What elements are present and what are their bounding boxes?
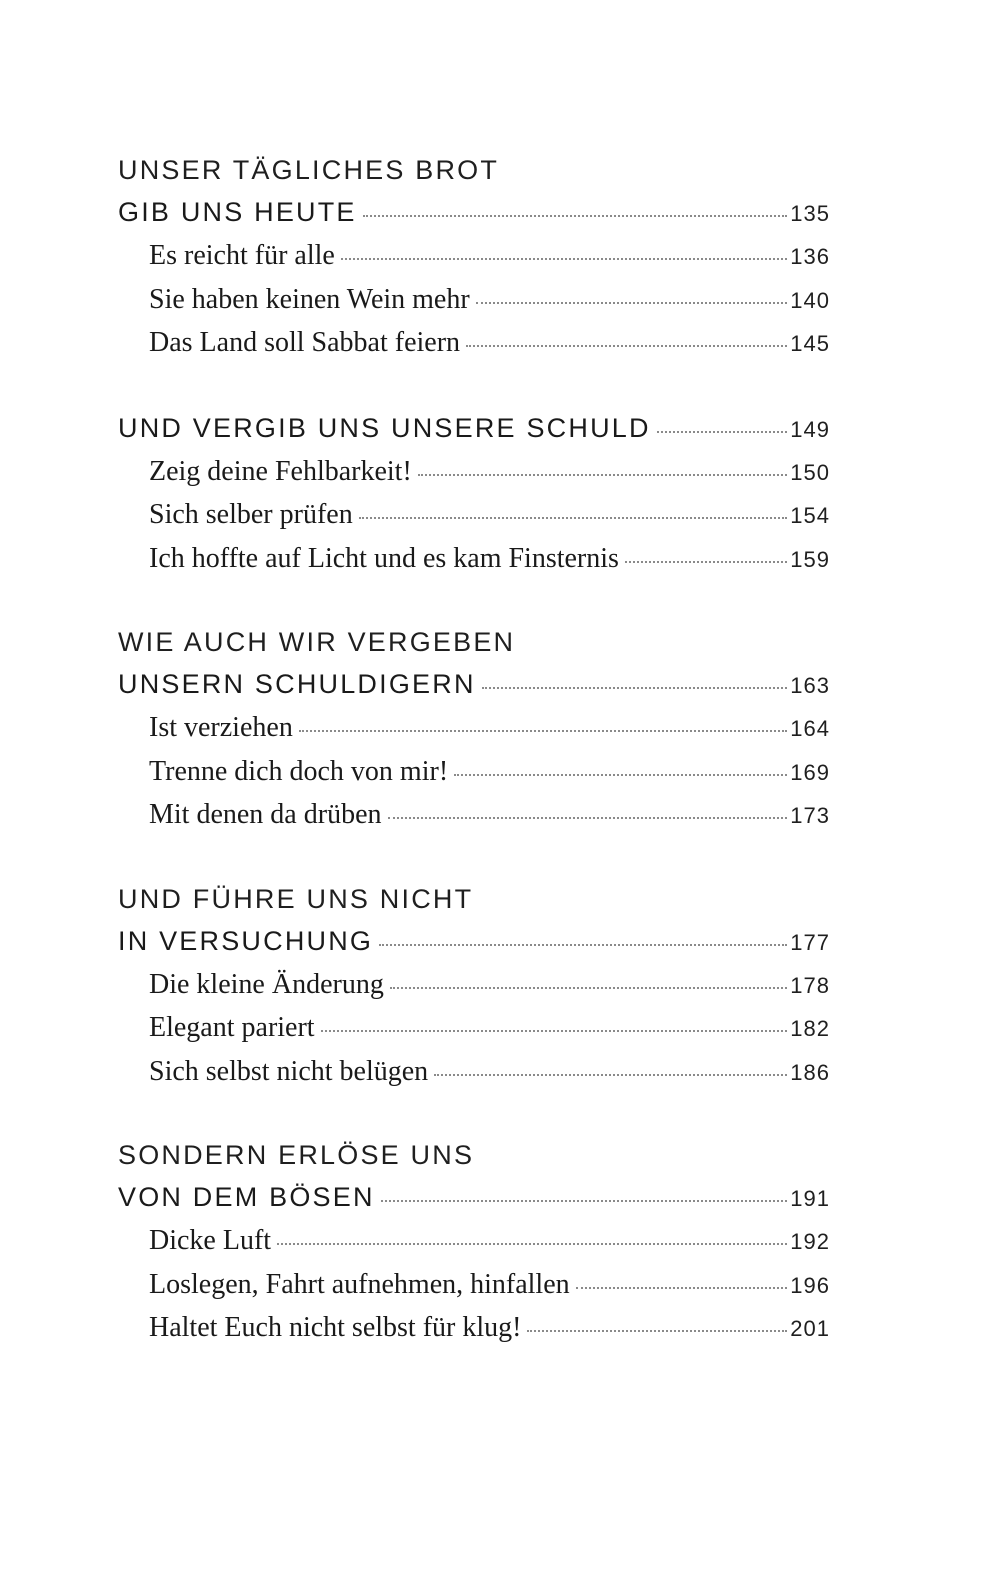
section-heading-text: VON DEM BÖSEN: [118, 1182, 375, 1212]
page-number: 164: [790, 716, 830, 741]
page-number: 163: [790, 673, 830, 698]
toc-entry[interactable]: [118, 706, 830, 750]
toc-entry[interactable]: [118, 493, 830, 537]
entry-title: Ich hoffte auf Licht und es kam Finsternis: [149, 542, 619, 574]
toc-section: [118, 622, 830, 837]
entry-title: Haltet Euch nicht selbst für klug!: [149, 1312, 522, 1343]
entry-title: Ist verziehen: [149, 712, 293, 743]
section-heading-text: IN VERSUCHUNG: [118, 925, 374, 956]
section-heading-line: SONDERN ERLÖSE UNS: [118, 1140, 475, 1170]
page-number: 186: [790, 1059, 830, 1085]
dot-leader: [657, 431, 788, 433]
page-number: 145: [790, 331, 830, 356]
page-number: 169: [790, 759, 830, 785]
section-heading-text: GIB UNS HEUTE: [118, 197, 357, 227]
dot-leader: [321, 1030, 788, 1032]
entry-title: Sie haben keinen Wein mehr: [149, 283, 470, 315]
toc-entry[interactable]: [118, 450, 830, 494]
dot-leader: [482, 687, 788, 689]
toc-section: [118, 1135, 830, 1350]
toc-section: [118, 150, 830, 365]
page-number: 196: [790, 1272, 830, 1298]
page-number: 178: [790, 972, 830, 998]
dot-leader: [476, 302, 788, 304]
section-heading-line: WIE AUCH WIR VERGEBEN: [118, 627, 516, 657]
toc-entry[interactable]: [118, 1306, 830, 1350]
page-number: 150: [790, 459, 830, 485]
entry-title: Das Land soll Sabbat feiern: [149, 327, 461, 358]
toc-entry[interactable]: [118, 750, 830, 794]
dot-leader: [418, 474, 787, 476]
page-number: 140: [790, 287, 830, 313]
toc-entry[interactable]: [118, 278, 830, 322]
entry-title: Sich selbst nicht belügen: [149, 1055, 429, 1087]
dot-leader: [277, 1243, 787, 1245]
entry-title: Elegant pariert: [149, 1012, 315, 1043]
entry-title: Trenne dich doch von mir!: [149, 755, 449, 787]
dot-leader: [359, 517, 788, 519]
entry-title: Es reicht für alle: [149, 240, 335, 271]
page-number: 201: [790, 1316, 830, 1341]
page-number: 135: [790, 201, 830, 226]
toc-entry[interactable]: [118, 1006, 830, 1050]
entry-title: Dicke Luft: [149, 1225, 272, 1256]
entry-title: Loslegen, Fahrt aufnehmen, hinfallen: [149, 1268, 570, 1300]
dot-leader: [341, 258, 787, 260]
page-number: 182: [790, 1016, 830, 1041]
toc-entry[interactable]: [118, 793, 830, 837]
dot-leader: [527, 1330, 787, 1332]
page-number: 173: [790, 803, 830, 828]
page-number: 177: [790, 929, 830, 955]
toc-entry[interactable]: [118, 963, 830, 1007]
dot-leader: [363, 215, 788, 217]
toc-entry[interactable]: [118, 1263, 830, 1307]
dot-leader: [466, 345, 787, 347]
section-heading-row[interactable]: [118, 407, 830, 450]
section-heading-row[interactable]: [118, 1176, 830, 1219]
dot-leader: [381, 1200, 788, 1202]
entry-title: Zeig deine Fehlbarkeit!: [149, 455, 412, 487]
toc-entry[interactable]: [118, 321, 830, 365]
entry-title: Sich selber prüfen: [149, 499, 353, 530]
entry-title: Die kleine Änderung: [149, 968, 384, 1000]
dot-leader: [625, 561, 787, 563]
dot-leader: [299, 730, 787, 732]
dot-leader: [454, 774, 787, 776]
dot-leader: [576, 1287, 788, 1289]
page-number: 192: [790, 1229, 830, 1254]
page-number: 136: [790, 244, 830, 269]
page-number: 159: [790, 546, 830, 572]
dot-leader: [390, 987, 787, 989]
toc-entry[interactable]: [118, 234, 830, 278]
dot-leader: [434, 1074, 787, 1076]
page-number: 191: [790, 1186, 830, 1211]
section-heading-text: UNSERN SCHULDIGERN: [118, 669, 476, 699]
section-heading-row[interactable]: [118, 191, 830, 234]
toc-section: [118, 879, 830, 1094]
dot-leader: [388, 817, 788, 819]
toc-entry[interactable]: [118, 1219, 830, 1263]
dot-leader: [379, 944, 787, 946]
section-heading-row[interactable]: [118, 663, 830, 706]
page-number: 154: [790, 503, 830, 528]
toc-entry[interactable]: [118, 537, 830, 581]
section-heading-row[interactable]: [118, 920, 830, 963]
section-heading-line: UNSER TÄGLICHES BROT: [118, 155, 500, 185]
section-heading-line: UND FÜHRE UNS NICHT: [118, 883, 474, 914]
section-heading-text: UND VERGIB UNS UNSERE SCHULD: [118, 412, 651, 443]
table-of-contents: [118, 150, 830, 1392]
entry-title: Mit denen da drüben: [149, 799, 382, 830]
toc-section: [118, 407, 830, 581]
toc-entry[interactable]: [118, 1050, 830, 1094]
page-number: 149: [790, 416, 830, 442]
